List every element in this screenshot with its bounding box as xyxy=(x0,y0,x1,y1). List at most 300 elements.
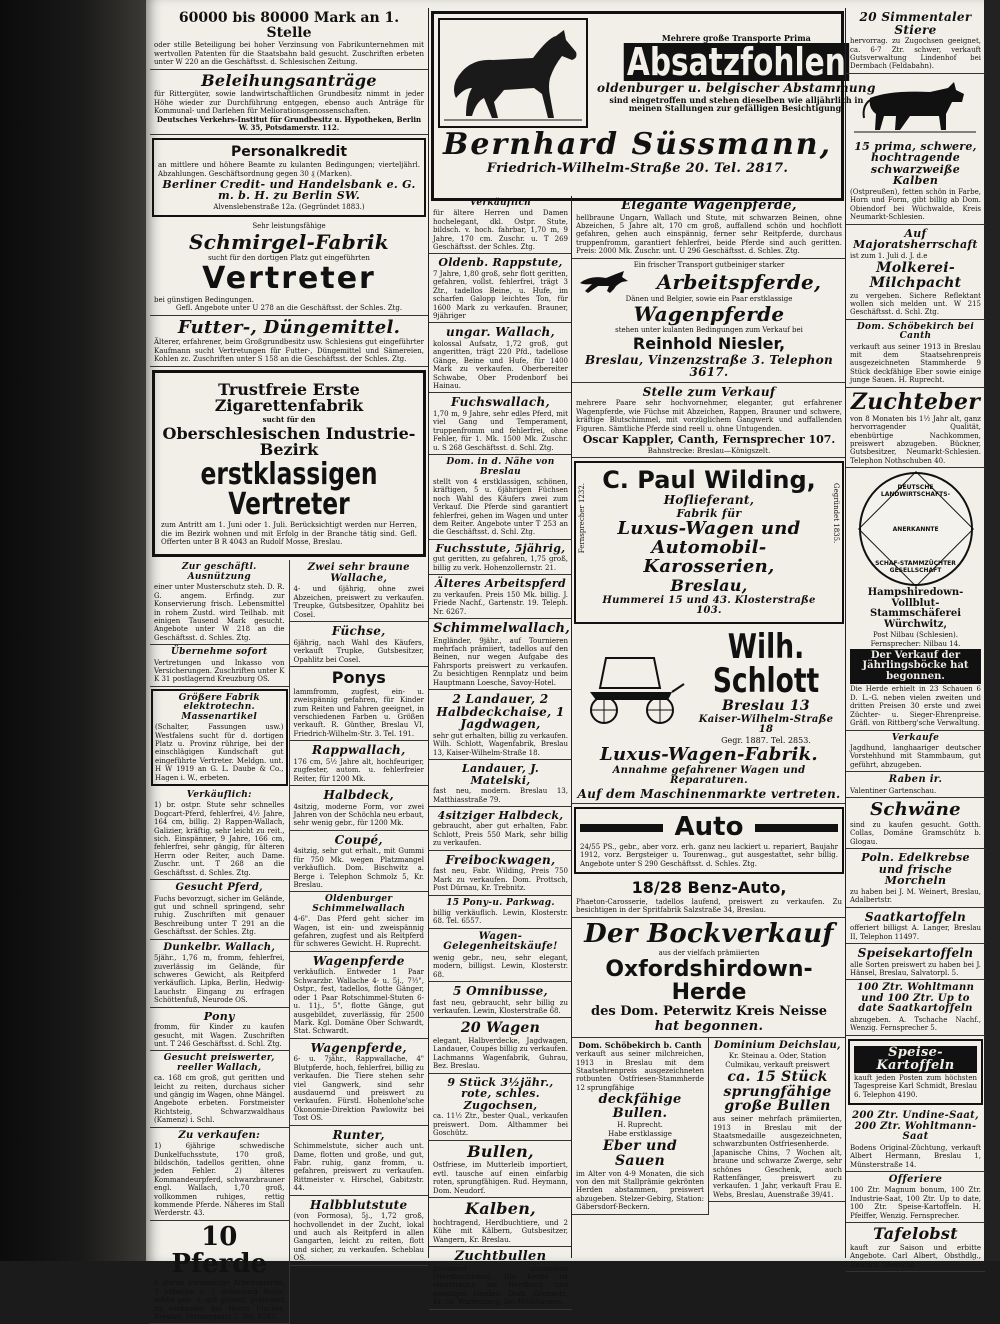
small-ad-title: 4sitziger Halbdeck, xyxy=(437,808,564,822)
horse-illustration xyxy=(438,18,588,128)
small-ad-title: Bullen, xyxy=(467,1141,534,1161)
ad-absatzfohlen-frame xyxy=(431,11,876,201)
ad-absatzfohlen-text-block xyxy=(592,34,881,113)
small-ad xyxy=(846,944,985,980)
small-ad xyxy=(429,929,572,982)
small-ad-text: gebraucht, aber gut erhalten, Fabr. Schlott, Preis 550 Mark, sehr billig zu verkaufen. xyxy=(433,822,568,848)
ad-schlott-name: Wilh. Schlott xyxy=(712,626,820,701)
ad-schoebekirch-text2: im Alter von 4-9 Monaten, die sich von den mit Stallprämie gekrönten Herden abstammen, preiswert abzugeben. Stelzer-Gebirg, Station: Gäbersdorf-Beckern. xyxy=(576,1169,704,1212)
ad-10-pferde-text: 5 starke kurzbeinige Arbeitspferde, 3 hübsche u. 1 oldenburg Stute, schön geb. u. gut gebaut, preiswert zu verkaufen bei Herrn Fischer, Breslau, Perlinerplatz 5. Tel. 8283. xyxy=(154,1279,285,1322)
ad-schlott-footer: Auf dem Maschinenmarkte vertreten. xyxy=(577,786,841,801)
small-ad-title: Offeriere xyxy=(888,1173,943,1185)
small-ad xyxy=(429,619,572,690)
small-ad-text: stellt von 4 erstklassigen, schönen, kräftigen, 5 u. 6jährigen Füchsen noch Wahl des Käufers zwei zum Verkauf. Die Pferde sind garantiert fehlerfrei, gehen im Wagen und unter dem Reiter. Angebote unter T 253 an die Geschäftsst. d. Schl. Ztg. xyxy=(433,477,568,537)
small-ad-text: 100 Ztr. Magnum bonum, 100 Ztr. Industrie-Saat, 100 Ztr. Up to date, 100 Ztr. Speise-Kartoffeln. H. Pfeiffer, Wenzig. Fernsprecher. xyxy=(850,1186,981,1220)
small-ad-text: für ältere Herren und Damen hochelegant, dkl. Ostpr. Stute, bildsch. v. hoch. fahrbar, 1,70 m, 9 Jahre, 170 cm. Zuschr. u. T 269 Geschäftsst. der Schles. Ztg. xyxy=(433,209,568,252)
small-ad xyxy=(846,1108,985,1172)
small-ad-text: zu vergeben. Sichere Reflektant wollen sich melden unt. W 215 Geschäftsst. d. Schl. Ztg. xyxy=(850,291,981,317)
ad-wagenpferde xyxy=(572,196,846,259)
small-ad xyxy=(846,980,985,1035)
small-ad xyxy=(846,798,985,849)
small-ad-title: Verkäuflich xyxy=(469,198,532,208)
small-ad-title: Auf Majoratsherrschaft xyxy=(853,226,978,252)
small-ad-title: 200 Ztr. Undine-Saat, 200 Ztr. Wohltmann-Saat xyxy=(852,1110,979,1143)
small-ad-title: Molkerei-Milchpacht xyxy=(869,260,962,291)
ad-arbeitspferde-text: stehen unter kulanten Bedingungen zum Verkauf bei xyxy=(615,326,803,335)
small-ad-title: Füchse, xyxy=(331,624,386,639)
ad-wilding-city: Breslau, xyxy=(670,576,748,596)
ad-top-offer xyxy=(150,8,428,70)
small-ad-title: 20 Simmentaler Stiere xyxy=(859,10,972,37)
small-ad-title: Verkaufe xyxy=(891,732,940,743)
ad-futter-text: Älterer, erfahrener, beim Großgrundbesitz usw. Schlesiens gut eingeführter Kaufmann sucht Vertretungen für Futter-, Düngemittel und Sämereien, Kohlen zc. Zuschriften unter S 158 an die Geschäftsst. der Schles. Ztg. xyxy=(154,338,424,364)
ad-futter-heading: Futter-, Düngemittel. xyxy=(177,316,401,338)
small-ad-text: verkäuflich. Entweder 1 Paar Schwarzbr. Wallache 4- u. 5j., 7½", Ostpr., fest, tadellos, flotte Gänger, oder 1 Paar Rotschimmel-Stuten 6- u. 11j., 5", flotte Gänge, gut ausgebildet, zuverlässig, für 2500 Mark. Kgl. Domäne Ober Schwardt, Stat. Schwardt. xyxy=(293,968,424,1036)
ad-wilding xyxy=(574,461,844,624)
small-ad xyxy=(846,8,985,74)
small-ad xyxy=(290,560,429,622)
ad-schmirgel-heading: Schmirgel-Fabrik xyxy=(189,229,389,254)
small-ad-title: Pony xyxy=(203,1009,235,1023)
small-ad-text: 176 cm, 5½ Jahre alt, hochfeuriger, zugfester, autom. u. fehlerfreier Reiter, für 1200 Mk. xyxy=(293,757,424,783)
ad-bockverkauf-footer: hat begonnen. xyxy=(654,1019,764,1035)
ad-stelle xyxy=(572,383,846,458)
ad-zigaretten xyxy=(152,370,426,558)
small-ad-title: Dunkelbr. Wallach, xyxy=(163,941,276,953)
small-ad-text: zu haben bei J. M. Weinert, Breslau, Adalbertstr. xyxy=(850,887,981,905)
small-ad-text: gut geritten, zu gefahren, 1,75 groß, billig zu verk. Hohenzollernstr. 21. xyxy=(433,555,568,572)
small-ad-text: 4-6". Das Pferd geht sicher im Wagen, ist ein- und zweispännig gefahren, zugfest und als Reitpferd für schweres Gewicht. H. Ruprecht. xyxy=(293,915,424,949)
small-ad xyxy=(846,731,985,773)
ad-auto-heading: Auto xyxy=(674,812,744,843)
small-ad-text: 6jährig, nach Wahl des Käufers, verkauft Trupke, Gutsbesitzer, Opahlitz bei Cosel. xyxy=(293,638,424,664)
small-ad xyxy=(429,575,572,619)
small-ad-text: ist zum 1. Juli d. J. d.e xyxy=(850,251,928,260)
ad-beleihung-footer: Deutsches Verkehrs-Institut für Grundbesitz u. Hypotheken, Berlin W. 35, Potsdamerstr. 112. xyxy=(156,114,422,133)
ad-schlott-address: Kaiser-Wilhelm-Straße 18 xyxy=(698,713,834,736)
small-ad-text: 1,70 m, 9 Jahre, sehr edles Pferd, mit viel Gang und Temperament, truppenfromm und fehlerfrei, ohne Fehler, für 1. Mk. 1500 Mk. Zuschr. u. S 268 Geschäftsst. d. Schl. Ztg. xyxy=(433,410,568,452)
small-ad-text: sehr gut erhalten, billig zu verkaufen. Wilh. Schlott, Wagenfabrik, Breslau 13, Kaiser-Wilhelm-Straße 18. xyxy=(433,731,568,757)
ad-arbeitspferde-row xyxy=(576,269,842,295)
small-ad-text: Engländer, 9jähr., auf Tournieren mehrfach prämiiert, tadellos auf den Beinen, nur wegen Aufgabe des Fahrsports preiswert zu verkaufen. Zu besichtigen Rennplatz und beim Hauptmann Loesche, Savoy-Hotel. xyxy=(433,636,568,687)
ad-auto-text: 24/55 PS., gebr., aber vorz. erh. ganz neu lackiert u. repariert, Baujahr 1912, vorz. Bergsteiger u. Tourenwag., gut ausgestattet, sehr billig. Angebote unter S 290 Geschäftsst. d. Schles. Ztg. xyxy=(580,842,838,868)
ad-deichslau-heading: ca. 15 Stück sprungfähige große Bullen xyxy=(723,1069,832,1115)
small-ad-text: kauft zur Saison und erbitte Angebote. Carl Albert, Obsthdlg., Deutsch Oberschl. xyxy=(850,1243,981,1269)
small-ad xyxy=(429,807,572,851)
small-ad-title: Coupé, xyxy=(334,832,383,847)
ad-personalkredit-heading: Personalkredit xyxy=(230,144,348,161)
small-ad-text: hervorrag. zu Zugochsen geeignet, ca. 6-7 Ztr. schwer, verkauft Gutsverwaltung Lindenhof bei Dermbach (Feldabahn). xyxy=(850,37,981,71)
ad-personalkredit xyxy=(152,138,426,217)
small-ad-title: ungar. Wallach, xyxy=(445,325,555,340)
small-ad-text: von 8 Monaten bis 1½ Jahr alt, ganz hervorragender Qualität, ebenbürtige Nachkommen, preiswert abzugeben. Bückner, Gutsbesitzer, Neumarkt-Schlesien. Telephon Nothschuben 40. xyxy=(850,414,981,465)
ad-deichslau-text: Kr. Steinau a. Oder, Station Culmikau, verkauft preiswert xyxy=(725,1052,830,1069)
small-ad-text: ca. 11½ Ztr., bester Qual., verkaufen preiswert. Dom. Althammer bei Goschütz. xyxy=(433,1112,568,1138)
small-ad xyxy=(429,896,572,929)
ad-schoebekirch-heading2: Eber und Sauen xyxy=(602,1138,678,1169)
small-ad-text: Bodens Original-Züchtung, verkauft Albert Hermann, Breslau 1, Münsterstraße 14. xyxy=(850,1143,981,1169)
ad-absatzfohlen-row xyxy=(438,18,876,128)
ad-zigaretten-line1: Trustfreie Erste Zigarettenfabrik xyxy=(214,379,364,416)
small-ad-title: Kalben, xyxy=(464,1198,537,1218)
small-ad-text: verkauft aus seiner 1913 in Breslau mit dem Staatsehrenpreis ausgezeichneten Stammherde 9 Stück deckfähige Eber sowie einige junge Sauen. H. Ruprecht. xyxy=(850,342,981,385)
seal-bottom-text: SCHAF-STAMMZÜCHTER GESELLSCHAFT xyxy=(875,560,956,575)
small-ad-title: Oldenb. Rappstute, xyxy=(438,256,563,270)
small-ad-title: Zuchteber xyxy=(850,388,981,415)
small-ad-text: offeriert billigst A. Langer, Breslau II, Telephon 11497. xyxy=(850,924,981,941)
ad-bockverkauf-line: des Dom. Peterwitz Kreis Neisse xyxy=(590,1004,828,1020)
small-ad xyxy=(290,1196,429,1266)
carriage-illustration xyxy=(576,648,686,726)
small-ad xyxy=(150,1051,289,1127)
ad-schlott-heading: Luxus-Wagen-Fabrik. xyxy=(600,743,818,765)
small-ad-title: 100 Ztr. Wohltmann und 100 Ztr. Up to date Saatkartoffeln xyxy=(856,982,975,1015)
seal-middle-text: ANERKANNTE xyxy=(892,525,939,533)
ad-beleihung-heading: Beleihungsanträge xyxy=(201,70,377,90)
cow-illustration xyxy=(850,76,980,136)
ad-zigaretten-line4: erstklassigen Vertreter xyxy=(200,457,378,523)
small-ad-title: Halbblutstute xyxy=(310,1197,408,1212)
ad-arbeitspferde-sub: Dänen und Belgier, sowie ein Paar erstklassige xyxy=(625,295,793,304)
ad-wuerchwitz xyxy=(846,468,985,730)
small-ad-text: 4- und 6jährig, ohne zwei Abzeichen, preiswert zu verkaufen. Treupke, Gutsbesitzer, Opahlitz bei Cosel. xyxy=(293,585,424,619)
small-ad-title: Saatkartoffeln xyxy=(864,909,967,924)
small-ad-title: Älteres Arbeitspferd xyxy=(435,577,566,591)
small-ad xyxy=(846,320,985,388)
small-ad xyxy=(150,940,289,1008)
small-ad xyxy=(429,690,572,760)
small-ad-title: Der Verkauf der Jährlingsböcke hat begonnen. xyxy=(850,649,981,685)
small-ad xyxy=(290,1039,429,1126)
small-ad-text: abzugeben. A. Tschache Nachf., Wenzig. Fernsprecher 5. xyxy=(850,1015,981,1033)
small-ad-text: lammfromm, zugfest, ein- u. zweispännig gefahren, für Kinder zum Reiten und Fahren geeignet, in verschiedenen Farben u. Größen verkauft. R. Günther, Breslau VI, Friedrich-Wilhelm-Str. 3. Tel. 191. xyxy=(293,687,424,738)
small-ad-title: Zwei sehr braune Wallache, xyxy=(307,562,410,584)
small-ad-text: Post Nilbau (Schlesien). Fernsprecher: Nilbau 14. xyxy=(870,631,961,648)
ad-stelle-footer: Bahnstrecke: Breslau—Königszelt. xyxy=(647,446,771,455)
small-ad-text: alle Sorten preiswert zu haben bei J. Hänsel, Breslau, Salvatorpl. 5. xyxy=(850,960,981,978)
ad-zigaretten-line3: Oberschlesischen Industrie-Bezirk xyxy=(162,423,416,460)
ad-arbeitspferde xyxy=(572,259,846,383)
small-ad xyxy=(290,892,429,952)
ad-absatzfohlen-heading: Absatzfohlen xyxy=(624,43,849,81)
small-ad-title: 2 Landauer, 2 Halbdeckchaise, 1 Jagdwagen, xyxy=(436,692,565,732)
small-ad xyxy=(846,772,985,798)
ad-deichslau xyxy=(709,1038,846,1202)
ad-bockverkauf-heading2: Oxfordshirdown-Herde xyxy=(605,957,813,1006)
small-ad-title: Hampshiredown-Vollblut-Stammschäferei Würchwitz, xyxy=(867,587,964,630)
small-ad-text: Fuchs bevorzugt, sicher im Gelände, gut und schnell springend, sehr ruhig. Zuschriften mit genauer Beschreibung unter T 291 an die Geschäftsst. der Schles. Ztg. xyxy=(154,894,285,937)
seal-top-text: DEUTSCHE LANDWIRTSCHAFTS- xyxy=(880,484,951,499)
column-3 xyxy=(571,196,846,1258)
small-ad xyxy=(846,1223,985,1272)
ad-schlott-founded: Gegr. 1887. Tel. 2853. xyxy=(721,735,811,745)
small-ad-title: Zur geschäftl. Ausnützung xyxy=(181,562,257,582)
small-ad xyxy=(846,849,985,907)
ad-wilding-line: Fabrik für xyxy=(676,506,742,520)
small-ad-text: hochtragend, Herdbuchtiere, und 2 Kühe mit Kälbern, Gutsbesitzer, Wangern, Kr. Breslau. xyxy=(433,1218,568,1244)
small-ad xyxy=(290,1126,429,1196)
small-ad xyxy=(429,851,572,896)
ad-benz-heading: 18/28 Benz-Auto, xyxy=(631,877,787,897)
ad-wagenpferde-heading: Elegante Wagenpferde, xyxy=(621,198,797,213)
small-ad-title: Oldenburger Schimmelwallach xyxy=(312,894,406,914)
ad-wilding-main: Luxus-Wagen und Automobil-Karosserien, xyxy=(617,518,801,578)
small-ad-title: Schimmelwallach, xyxy=(433,620,571,636)
small-ad-title: Übernehme sofort xyxy=(171,647,268,658)
small-ad xyxy=(429,1018,572,1073)
ad-arbeitspferde-name: Reinhold Niesler, xyxy=(632,333,786,353)
small-ad-title: Zuchtbullen xyxy=(454,1249,547,1264)
small-ad-text: Valentiner Gartenschau. xyxy=(850,786,937,795)
small-ad-text: (Ostpreußen), fetten schön in Farbe, Horn und Form, gibt billig ab Dom. Obiendorf bei Wüchwalde, Kreis Neumarkt-Schlesien. xyxy=(850,188,981,222)
ad-schoebekirch-sub: Habe erstklassige xyxy=(608,1129,672,1138)
small-ad-title: Poln. Edelkrebse und frische Morcheln xyxy=(861,851,970,888)
small-ad-title: Wagenpferde xyxy=(312,953,405,968)
ad-absatzfohlen-address: Friedrich-Wilhelm-Straße 20. Tel. 2817. xyxy=(486,160,789,176)
society-seal xyxy=(859,472,973,586)
col1-classifieds-left xyxy=(150,560,290,1324)
ad-schmirgel-intro: Sehr leistungsfähige xyxy=(252,222,326,231)
small-ad xyxy=(846,908,985,944)
small-ad-title: Freibockwagen, xyxy=(445,852,556,867)
ad-10-pferde-heading: 10 Pferde xyxy=(171,1221,268,1280)
small-ad xyxy=(150,880,289,940)
small-ad xyxy=(150,560,289,645)
small-ad-text: preiswert abzugeben (Herdbuchtiere). Die Kerde ist eingetragen ins Herdbuch und sonstigen Herden. Dom. Grunwitz, Kr. Gr. Wartenberg, bei Mühlhausen. xyxy=(433,1264,568,1307)
small-ad xyxy=(429,760,572,807)
small-ad-title: Dom. in d. Nähe von Breslau xyxy=(446,457,555,477)
small-ad-text: Ostfriese, im Mutterleib importiert, evtl. tausche auf einen einfarbig roten, sprungfähigen. Rud. Heymann, Dom. Neudorf. xyxy=(433,1161,568,1195)
small-ad xyxy=(290,952,429,1039)
ad-schoebekirch-name: H. Ruprecht. xyxy=(617,1121,663,1130)
col3-bottom-right xyxy=(709,1038,846,1215)
small-ad-text: wenig gebr., neu, sehr elegant, modern, billigst. Lewin, Klosterstr. 68. xyxy=(433,953,568,979)
ad-arbeitspferde-address: Breslau, Vinzenzstraße 3. Telephon 3617. xyxy=(584,352,834,380)
ad-absatzfohlen-sub: oldenburger u. belgischer Abstammung xyxy=(597,81,876,95)
ad-schmirgel-reply: Gefl. Angebote unter U 278 an die Geschäftsst. der Schles. Ztg. xyxy=(175,304,403,313)
small-ad-text: kauft jeden Posten zum höchsten Tagespreise Karl Schmidt, Breslau 6. Telephon 4190. xyxy=(854,1074,977,1099)
small-ad-text: Schimmelstute, sicher auch unt. Dame, flotten und große, und gut, Fabr. ruhig, ganz fromm, u. gefahren, preiswert zu verkaufen. Rittmeister v. Hirschel, Gabitzstr. 44. xyxy=(293,1142,424,1193)
small-ad-text: 4sitzig, moderne Form, vor zwei Jahren von der Schöchla neu erbaut, sehr wenig gebr., für 1200 Mk. xyxy=(293,802,424,828)
ad-schmirgel-sub: sucht für den dortigen Platz gut eingeführten xyxy=(208,253,370,262)
ad-stelle-heading: Stelle zum Verkauf xyxy=(642,384,776,399)
small-ad xyxy=(150,788,289,880)
small-ad xyxy=(846,1172,985,1223)
ad-schlott-text-block xyxy=(690,626,842,745)
small-ad xyxy=(429,982,572,1018)
small-ad-title: Ponys xyxy=(331,667,386,687)
small-ad xyxy=(429,393,572,455)
col1-classifieds-right xyxy=(290,560,429,1324)
small-ad-text: 1) 6jährige schwedische Dunkelfuchsstute, 170 groß, bildschön, tadellos geritten, ohne jeden Fehler. 2) älteres Kommandeurpferd, schwarzbrauner engl. Wallach, 1,70 groß, vollkommen ruhiges, rettig kommende Pferde. Näheres im Stall Werderstr. 43. xyxy=(154,1142,285,1218)
ad-zigaretten-line2: sucht für den xyxy=(262,415,316,425)
ad-deichslau-title: Dominium Deichslau, xyxy=(714,1039,841,1051)
small-ad-text: einer unter Musterschutz steh. D. R. G. angem. Erfindg. zur Konservierung frisch. Lebensmittel in rohem Zustd. wird Teilhab. mit einigen Tausend Mark gesucht. Angebote unter W 218 an die Geschäftsst. d. Schles. Ztg. xyxy=(154,583,285,642)
ad-schlott-city: Breslau 13 xyxy=(722,697,810,714)
ad-wilding-name: C. Paul Wilding, xyxy=(602,466,816,495)
ad-wilding-side-left: Fernsprecher 1232. xyxy=(578,483,586,554)
ad-arbeitspferde-heading: Arbeitspferde, xyxy=(656,269,822,294)
small-ad xyxy=(429,1141,572,1198)
small-ad-text: fromm, für Kinder zu kaufen gesucht, mit Wagen. Zuschriften unt. T 246 Geschäftsst. d. Schl. Ztg. xyxy=(154,1023,285,1048)
small-ad-text: 6- u. 7jähr., Rappwallache, 4" Blutpferde, hoch, fehlerfrei, billig zu verkaufen. Die Tiere stehen sehr viel Gangwerk, sind sehr ausdauernd und preiswert zu verkaufen. Fürstl. Hohenlohe'sche Ökonomie-Direktion Pawlowitz bei Tost OS. xyxy=(293,1055,424,1123)
small-ad xyxy=(151,689,288,786)
small-ad-title: 15 prima, schwere, hochtragende schwarzweiße Kalben xyxy=(854,139,977,188)
ad-schoebekirch-title: Dom. Schöbekirch b. Canth xyxy=(578,1039,702,1050)
ad-absatzfohlen xyxy=(428,8,876,196)
small-ad xyxy=(150,645,289,687)
ad-deichslau-footer: Japanische Chins, 7 Wochen alt, braune und schwarze Zwerge, sehr schönes Geschenk, auch Rattenfänger, preiswert zu verkaufen. 1 Jahr, verkauft Frau E. Webs, Breslau, Auenstraße 39/41. xyxy=(713,1148,842,1199)
ad-bockverkauf-heading: Der Bockverkauf xyxy=(584,918,834,949)
ad-stelle-text: mehrere Paare sehr hochvornehmer, eleganter, gut erfahrener Wagenpferde, wie Füchse mit Abzeichen, Rappen, Brauner und schwere, kräftige Blutschimmel, mit vorzüglichem Gangwerk und auffallenden Figuren. Sämtliche Pferde sind reell u. ohne Untugenden. xyxy=(576,399,842,433)
book-binding xyxy=(0,0,146,1261)
ad-top-offer-text: oder stille Beteiligung bei hoher Verzinsung von Fabrikunternehmen mit wertvollen Patenten für die Staatsbahn bald gesucht. Zuschriften erbeten unter W 220 an die Geschäftsst. d. Schlesischen Zeitung. xyxy=(154,41,424,67)
small-ad-text: (Schalter, Fassungen usw.) Westfalens sucht für d. dortigen Platz u. Provinz rührige, bei der einschlägigen Kundschaft gut eingeführte Vertreter. Meldgn. unt. H W 1919 an G. L. Daube & Co., Hagen i. W., erbeten. xyxy=(155,723,284,782)
ad-schlott-text: Annahme gefahrener Wagen und Reparaturen. xyxy=(612,764,806,787)
small-ad-title: Raben ir. xyxy=(888,774,943,786)
small-ad xyxy=(429,1198,572,1247)
small-ad-title: 5 Omnibusse, xyxy=(452,983,548,998)
ad-auto-bar-right xyxy=(755,824,838,832)
ad-zigaretten-text: zum Antritt am 1. Juni oder 1. Juli. Berücksichtigt werden nur Herren, die im Bezirk wohnen und mit Erfolg in der Branche tätig sind. Gefl. Offerten unter B R 4043 an Rudolf Mosse, Breslau. xyxy=(161,521,417,547)
ad-beleihung xyxy=(150,70,428,136)
small-ad-title: Runter, xyxy=(332,1127,385,1142)
ad-bockverkauf-sub: aus der vielfach prämiierten xyxy=(658,948,760,957)
ad-schlott-row xyxy=(576,626,842,745)
small-ad-title: Rappwallach, xyxy=(311,743,406,758)
small-ad-title: Tafelobst xyxy=(873,1224,958,1244)
small-ad xyxy=(290,786,429,831)
small-ad xyxy=(846,225,985,320)
small-ad xyxy=(429,1247,572,1310)
small-ad-title: Dom. Schöbekirch bei Canth xyxy=(856,321,975,342)
small-ad-text: fast neu, Fabr. Wilding, Preis 750 Mark zu verkaufen. Dom. Prottsch, Post Dürnau, Kr. Trebnitz. xyxy=(433,867,568,893)
small-ad-text: fast neu, gebraucht, sehr billig zu verkaufen. Lewin, Klosterstraße 68. xyxy=(433,998,568,1015)
small-ad xyxy=(290,831,429,893)
small-ad-title: Wagenpferde, xyxy=(310,1040,407,1055)
ad-auto xyxy=(574,807,844,874)
small-ad-text: ca. 168 cm groß, gut geritten und leicht zu reiten, durchaus sicher und gängig im Wagen, ohne Mängel. Angebote erbeten. Forstmeister Richtsteig, Schwarzwaldhaus (Kamenz) i. Schl. xyxy=(154,1074,285,1125)
ad-schoebekirch xyxy=(572,1038,708,1215)
small-ad-title: 9 Stück 3½jähr., rote, schles. Zugochsen, xyxy=(447,1075,554,1112)
small-ad xyxy=(429,254,572,323)
ad-10-pferde xyxy=(150,1221,289,1324)
ad-personalkredit-bank: Berliner Credit- und Handelsbank e. G. m. b. H. zu Berlin SW. xyxy=(162,177,416,203)
small-ad-title: Verkäuflich: xyxy=(186,790,252,800)
small-ad xyxy=(429,196,572,254)
small-ad-title: Gesucht Pferd, xyxy=(175,882,263,894)
col1-classifieds xyxy=(150,560,428,1324)
running-horse-icon xyxy=(576,269,632,295)
small-ad-text: zu verkaufen. Preis 150 Mk. billig. J. Friede Nachf., Gartenstr. 19. Teleph. Nr. 6267. xyxy=(433,590,568,616)
small-ad-title: Zu verkaufen: xyxy=(178,1129,261,1141)
small-ad-title: Wagen-Gelegenheitskäufe! xyxy=(443,930,558,953)
small-ad-title: Landauer, J. Matelski, xyxy=(461,762,540,787)
cow-ad xyxy=(846,74,985,225)
small-ad-text: kolossal Aufsatz, 1,72 groß, gut angeritten, trägt 220 Pfd., tadellose Gänge, Beine und Hufe, für 1400 Mark zu verkaufen. Oberbereiter Schwabe, Ober Prodenborf bei Hainau. xyxy=(433,340,568,391)
ad-deichslau-text2: aus seiner mehrfach prämiierten, 1913 in Breslau mit der Staatsmedaille ausgezeichneten, schwarzbunten Ostfriesenherde. xyxy=(713,1115,842,1149)
small-ad-title: Größere Fabrik elektrotechn. Massenartikel xyxy=(178,692,260,722)
ad-top-offer-heading: 60000 bis 80000 Mark an 1. Stelle xyxy=(178,10,400,41)
small-ad-text: 7 Jahre, 1,80 groß, sehr flott geritten, gefahren, vollst. fehlerfrei, trägt 3 Ztr., tadellos Beine, u. Hufe, im scharfen Galopp leichtes Ton, für 1600 Mark zu verkaufen. Brauner, 9jähriger xyxy=(433,270,568,321)
small-ad-title: 20 Wagen xyxy=(460,1020,541,1037)
small-ad xyxy=(429,540,572,575)
ad-auto-row xyxy=(580,813,838,842)
ad-benz xyxy=(572,877,846,918)
col3-bottom-split xyxy=(572,1038,846,1215)
ad-personalkredit-address: Alvenslebenstraße 12a. (Gegründet 1883.) xyxy=(213,203,365,212)
small-ad xyxy=(290,741,429,786)
small-ad xyxy=(429,1074,572,1141)
ad-wilding-address: Hummerei 15 und 43. Klosterstraße 103. xyxy=(602,594,816,617)
small-ad-text: 4sitzig, sehr gut erhalt., mit Gummi für 750 Mk. wegen Platzmangel verkäuflich. Dom. Bischwitz a. Berge i. Telephon Schmolz 5, Kr. Breslau. xyxy=(293,847,424,889)
ad-auto-bar-left xyxy=(580,824,663,832)
small-ad-text: Jagdhund, langhaariger deutscher Vorstehhund mit Stammbaum, gut geführt, abzugeben. xyxy=(850,743,981,769)
small-ad-title: Speise-Kartoffeln xyxy=(854,1046,977,1073)
small-ad xyxy=(429,455,572,540)
ad-bockverkauf xyxy=(572,918,846,1038)
small-ad-text: fast neu, modern. Breslau 13, Matthiasstraße 79. xyxy=(433,787,568,804)
ad-personalkredit-text: an mittlere und höhere Beamte zu kulanten Bedingungen; vierteljährl. Abzahlungen. Geschäftsordnung gegen 30 ₰ (Marken). xyxy=(158,161,420,178)
small-ad-title: Schwäne xyxy=(870,799,961,821)
small-ad-title: Fuchsstute, 5jährig, xyxy=(435,541,566,555)
small-ad xyxy=(290,622,429,667)
small-ad xyxy=(846,388,985,469)
ad-absatzfohlen-text: sind eingetroffen und stehen dieselben wie alljährlich in meinen Stallungen zur gefälligen Besichtigung. xyxy=(609,94,864,113)
ad-beleihung-text: für Rittergüter, sowie landwirtschaftlichen Grundbesitz nimmt in jeder Höhe wieder zur Durchführung entgegen, ebenso auch Anträge für Kommunal- und Darlehen für Meliorationsgenossenschaften. xyxy=(154,90,424,116)
small-ad-text: 1) br. ostpr. Stute sehr schnelles Dogcart-Pferd, fehlerfrei, 4½ Jahre, 164 cm, billig. 2) Rappen-Wallach, Galizier, kräftig, sehr leicht zu reit., sich. Einspänner, 9 Jahre, 166 cm, fehlerfrei, sehr gängig, für älteren Herrn oder Reiter, auch Dame. Zuschr. unt. T 268 an die Geschäftsst. d. Schles. Ztg. xyxy=(154,801,285,877)
ad-wilding-sub: Hoflieferant, xyxy=(663,493,755,508)
ad-absatzfohlen-name: Bernhard Süssmann, xyxy=(442,127,833,162)
small-ad-title: 15 Pony-u. Parkwag. xyxy=(446,897,555,908)
ad-arbeitspferde-heading2: Wagenpferde xyxy=(633,302,785,327)
small-ad-text: Die Herde erhielt in 23 Schauen 6 D. L.-G. neben vielen zweiten und dritten Preisen 30 erste und zwei Züchter- u. Sieger-Ehrenpreise. Gräfl. von Rittberg'sche Verwaltung. xyxy=(850,685,981,728)
small-ad-title: Fuchswallach, xyxy=(451,395,550,410)
small-ad-text: (von Formosa), 5j., 1,72 groß, hochvollendet in der Zucht, lokal und auch als Reitpferd in allen Gangarten, leicht zu reiten, flott und sicher, zu verkaufen. Scheblau OS. xyxy=(293,1212,424,1263)
small-ad-title: Speisekartoffeln xyxy=(857,946,974,961)
small-ad-title: Gesucht preiswerter, reeller Wallach, xyxy=(163,1053,275,1073)
ad-schoebekirch-text: verkauft aus seiner milchreichen, 1913 in Breslau mit dem Staatsehrenpreis ausgezeichneten rotbunten Ostfriesen-Stammherde 12 sprungfähige xyxy=(576,1050,704,1092)
ad-wilding-side-right: Gegründet 1835. xyxy=(832,483,840,544)
small-ad-text: sind zu kaufen gesucht. Gotth. Collas, Domäne Gramschütz b. Glogau. xyxy=(850,820,981,846)
ad-schmirgel-text: bei günstigen Bedingungen. xyxy=(154,295,254,304)
column-1 xyxy=(150,8,428,1322)
ad-schmirgel-vertreter: Vertreter xyxy=(202,261,376,297)
ad-absatzfohlen-intro: Mehrere große Transporte Prima xyxy=(661,32,811,43)
ad-stelle-name: Oscar Kappler, Canth, Fernsprecher 107. xyxy=(582,433,836,447)
small-ad-text: elegant, Halbverdecke, Jagdwagen, Landauer, Coupés billig zu verkaufen. Lachmanns Wagenfabrik, Guhrau, Bez. Breslau. xyxy=(433,1037,568,1071)
ad-wagenpferde-text: hellbraune Ungarn, Wallach und Stute, mit schwarzen Beinen, ohne Abzeichen, 5 Jahre alt, 170 cm groß, auffallend schön und hochflott gefahren, gehen auch einspännig, ferner sehr Reitpferde, durchaus truppenfromm, garantiert fehlerfrei, beide Pferde sind auch geritten. Preis: 2000 Mk. Zuschr. unt. U 296 Geschäftsst. d. Schles. Ztg. xyxy=(576,213,842,256)
small-ad xyxy=(848,1039,983,1106)
small-ad xyxy=(150,1128,289,1221)
small-ad-title: Halbdeck, xyxy=(323,787,395,802)
ad-schmirgel xyxy=(150,220,428,315)
column-2 xyxy=(428,196,572,1307)
small-ad xyxy=(290,667,429,741)
ad-schoebekirch-heading: deckfähige Bullen. xyxy=(598,1092,682,1121)
small-ad xyxy=(150,1008,289,1052)
ad-arbeitspferde-intro: Ein frischer Transport gutbeiniger starker xyxy=(633,260,785,269)
ad-benz-text: Phaeton-Carosserie, tadellos laufend, preiswert zu verkaufen. Zu besichtigen in der Spritfabrik Salzstraße 34, Breslau. xyxy=(576,897,842,915)
small-ad-text: Vertretungen und Inkasso von Versicherungen. Zuschriften unter K K 31 postlagernd Kreuzburg OS. xyxy=(154,658,285,684)
small-ad xyxy=(429,323,572,393)
ad-futter xyxy=(150,316,428,367)
small-ad-text: billig verkäuflich. Lewin, Klosterstr. 68. Tel. 6557. xyxy=(433,908,568,926)
ad-schlott xyxy=(572,627,846,805)
page-edge xyxy=(984,0,1000,1261)
col3-bottom-left xyxy=(572,1038,709,1215)
column-4 xyxy=(845,8,985,1269)
